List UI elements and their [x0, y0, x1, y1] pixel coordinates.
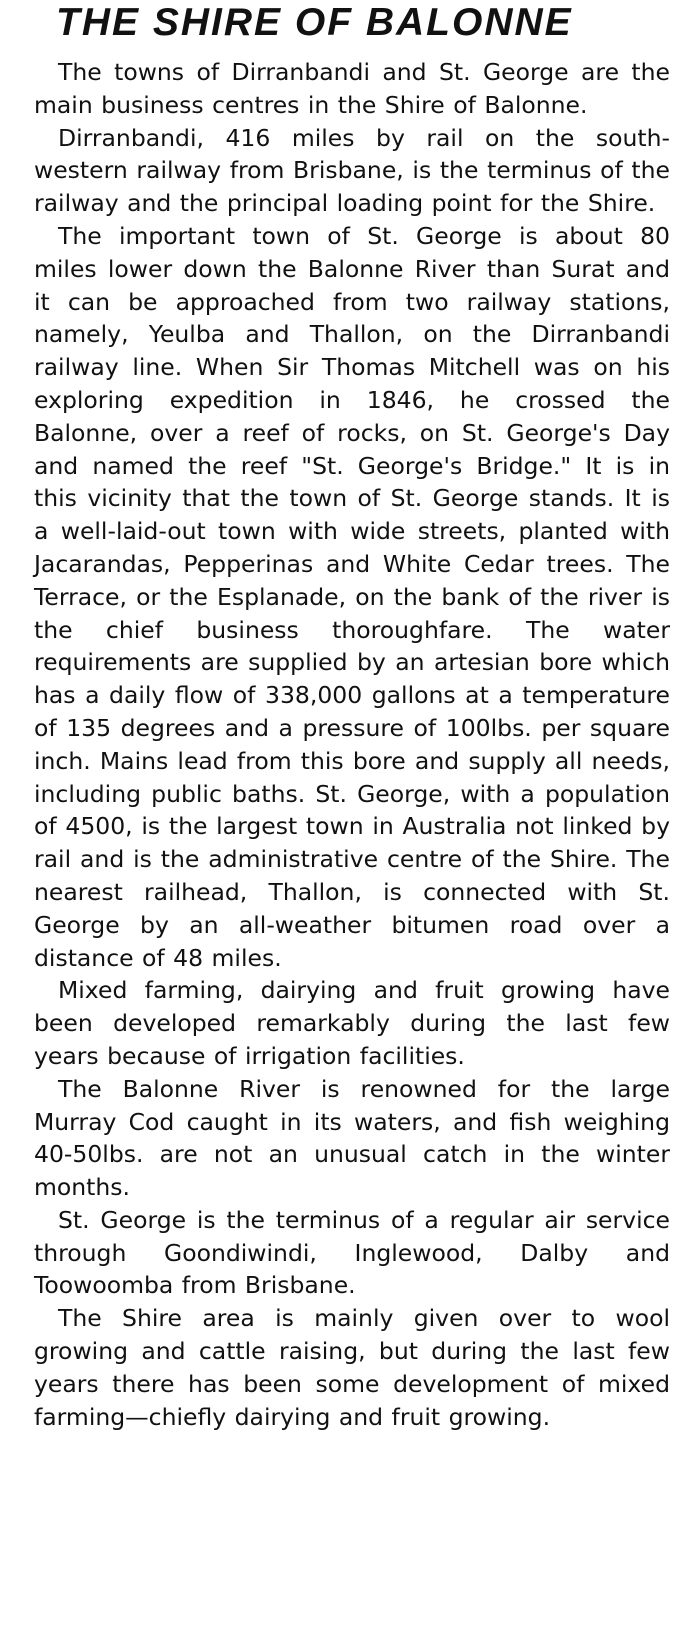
paragraph-st-george: The important town of St. George is about 80 miles lower down the Balonne River than Surat and it can be approached from two railway stations, namely, Yeulba and Thallon, on the Dirranbandi railway line. When Sir Thomas Mitchell was on his exploring expedition in 1846, he crossed the Balonne, over a reef of rocks, on St. George's Day and named the reef "St. George's Bridge." It is in this vicinity that the town of St. George stands. It is a well-laid-out town with wide streets, planted with Jacarandas, Pepperinas and White Cedar trees. The Terrace, or the Esplanade, on the bank of the river is the chief business thoroughfare. The water requirements are supplied by an artesian bore which has a daily flow of 338,000 gallons at a temperature of 135 degrees and a pressure of 100lbs. per square inch. Mains lead from this bore and supply all needs, including public baths. St. George, with a population of 4500, is the largest town in Australia not linked by rail and is the administrative centre of the Shire. The nearest railhead, Thallon, is connected with St. George by an all-weather bitumen road over a distance of 48 miles. — [34, 221, 670, 972]
paragraph-farming: Mixed farming, dairying and fruit growing have been developed remarkably during the last few years because of irrigation facilities. — [34, 976, 670, 1070]
article-title: THE SHIRE OF BALONNE — [56, 1, 573, 44]
paragraph-intro: The towns of Dirranbandi and St. George are the main business centres in the Shire of Balonne. — [34, 58, 670, 119]
paragraph-air-service: St. George is the terminus of a regular air service through Goondiwindi, Inglewood, Dalby and Toowoomba from Brisbane. — [34, 1205, 670, 1300]
paragraph-shire-area: The Shire area is mainly given over to wool growing and cattle raising, but during the last few years there has been some development of mixed farming—chiefly dairying and fruit growing. — [34, 1304, 670, 1431]
article — [34, 0, 670, 1433]
paragraph-murray-cod: The Balonne River is renowned for the large Murray Cod caught in its waters, and fish weighing 40-50lbs. are not an unusual catch in the winter months. — [34, 1074, 670, 1202]
paragraph-dirranbandi: Dirranbandi, 416 miles by rail on the south-western railway from Brisbane, is the terminus of the railway and the principal loading point for the Shire. — [34, 123, 670, 218]
